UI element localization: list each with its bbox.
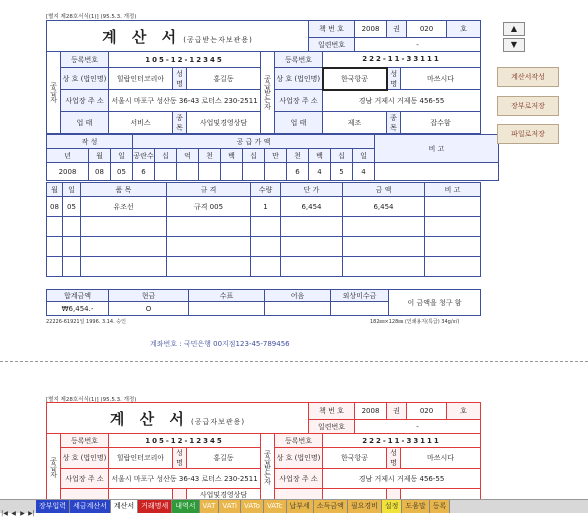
book-vol-label: 권 xyxy=(387,21,407,38)
book-vol-label-2: 권 xyxy=(387,403,407,420)
save-to-book-button[interactable]: 장부로저장 xyxy=(497,96,559,116)
invoice1-items-table xyxy=(46,182,481,277)
sheet-tab[interactable]: 소득금액 xyxy=(314,500,348,513)
credit-header: 외상미수금 xyxy=(331,290,389,302)
date-value[interactable]: 6 xyxy=(287,163,309,181)
check-header: 수표 xyxy=(189,290,265,302)
serial-label-2: 일련번호 xyxy=(309,420,355,434)
table-row xyxy=(47,237,481,257)
date-value[interactable] xyxy=(155,163,177,181)
supplier-name[interactable]: 홍길동 xyxy=(187,68,261,90)
table-row xyxy=(47,217,481,237)
supplier-address-label: 사업장 주 소 xyxy=(61,90,109,112)
save-to-file-button[interactable]: 파일로저장 xyxy=(497,124,559,144)
invoice1-totals xyxy=(46,289,481,316)
date-header: 일 xyxy=(353,149,375,163)
item-cell[interactable] xyxy=(167,237,251,257)
sheet-tab[interactable]: 납부세 xyxy=(287,500,314,513)
item-spec[interactable]: 규격 005 xyxy=(167,197,251,217)
invoice2-title-sub: (공급자보관용) xyxy=(191,417,246,426)
date-value[interactable]: 4 xyxy=(353,163,375,181)
item-cell[interactable] xyxy=(425,257,481,277)
sheet-tab[interactable]: VAT xyxy=(200,500,220,513)
buyer-name-label: 성 명 xyxy=(387,68,401,90)
item-price[interactable]: 6,454 xyxy=(281,197,343,217)
item-header-spec: 규 격 xyxy=(167,183,251,197)
item-cell[interactable] xyxy=(167,257,251,277)
invoice2-header xyxy=(46,402,481,434)
book-vol[interactable]: 020 xyxy=(407,21,447,38)
supplier-item-2[interactable]: 사업및경영상담 xyxy=(187,489,261,501)
date-value[interactable] xyxy=(199,163,221,181)
item-cell[interactable] xyxy=(281,237,343,257)
sheet-tab[interactable]: 거래명세 xyxy=(138,500,172,513)
check-value[interactable] xyxy=(189,302,265,316)
supplier-name-label-2: 성명 xyxy=(173,448,187,469)
supplier-reg-label: 등록번호 xyxy=(61,52,109,68)
supplier-name-label: 성 명 xyxy=(173,68,187,90)
sheet-tab[interactable]: 필요경비 xyxy=(348,500,382,513)
item-header-day: 일 xyxy=(63,183,81,197)
date-header: 년 xyxy=(47,149,89,163)
sheet-tab[interactable]: 계산서 xyxy=(111,500,138,513)
book-vol-2[interactable]: 020 xyxy=(407,403,447,420)
item-cell[interactable] xyxy=(63,257,81,277)
supplier-label-2: 공급자 xyxy=(47,434,61,501)
page-break-divider xyxy=(0,361,588,362)
item-cell[interactable] xyxy=(281,217,343,237)
total-value[interactable]: ₩6,454.- xyxy=(47,302,109,316)
buyer-address-label: 사업장 주 소 xyxy=(275,90,323,112)
item-cell[interactable] xyxy=(343,257,425,277)
buyer-name-label-2: 성명 xyxy=(387,448,401,469)
item-header-month: 월 xyxy=(47,183,63,197)
date-value[interactable]: 5 xyxy=(331,163,353,181)
date-value[interactable] xyxy=(221,163,243,181)
sheet-tab[interactable]: 장부입력 xyxy=(36,500,70,513)
invoice1-title-sub: (공급받는자보관용) xyxy=(183,35,253,44)
next-sheet-nav-icon[interactable]: ▶ xyxy=(20,510,25,517)
item-month[interactable]: 08 xyxy=(47,197,63,217)
supplier-reg-label-2: 등록번호 xyxy=(61,434,109,448)
buyer-company-label-2: 상 호 (법인명) xyxy=(275,448,323,469)
buyer-biztype[interactable]: 제조 xyxy=(323,112,387,134)
buyer-company[interactable]: 한국항공 xyxy=(323,68,387,90)
item-cell[interactable] xyxy=(81,217,167,237)
book-ho-label: 호 xyxy=(447,21,481,38)
remarks-value[interactable] xyxy=(375,163,499,181)
buyer-item[interactable]: 잡수함 xyxy=(401,112,481,134)
book-year-2[interactable]: 2008 xyxy=(355,403,387,420)
item-cell[interactable] xyxy=(343,237,425,257)
buyer-address[interactable]: 경남 거제시 거제동 456-55 xyxy=(323,90,481,112)
item-amount[interactable]: 6,454 xyxy=(343,197,425,217)
date-header: 백 xyxy=(309,149,331,163)
first-sheet-nav-icon[interactable]: |◀ xyxy=(1,510,8,517)
item-cell[interactable] xyxy=(63,237,81,257)
supplier-reg[interactable]: 105-12-12345 xyxy=(109,52,261,68)
buyer-label-2: 공급받는자 xyxy=(261,434,275,501)
date-value[interactable]: 6 xyxy=(133,163,155,181)
buyer-reg-label-2: 등록번호 xyxy=(275,434,323,448)
item-header-product: 품 목 xyxy=(81,183,167,197)
sheet-tab[interactable]: 등록 xyxy=(430,500,451,513)
date-header: 만 xyxy=(265,149,287,163)
serial-value-2[interactable]: - xyxy=(355,420,481,434)
supplier-item-label: 종 목 xyxy=(173,112,187,134)
item-header-qty: 수량 xyxy=(251,183,281,197)
invoice2-title-cell xyxy=(47,403,309,434)
buyer-name[interactable]: 마쓰시다 xyxy=(401,68,481,90)
item-cell[interactable] xyxy=(47,257,63,277)
date-value[interactable]: 2008 xyxy=(47,163,89,181)
item-cell[interactable] xyxy=(251,237,281,257)
date-header: 백 xyxy=(221,149,243,163)
invoice1-parties xyxy=(46,51,481,134)
buyer-reg-2[interactable]: 222-11-33111 xyxy=(323,434,481,448)
sheet-tab[interactable]: VATo xyxy=(241,500,264,513)
remarks-label: 비 고 xyxy=(375,135,499,163)
serial-label: 일련번호 xyxy=(309,38,355,52)
buyer-biztype-label: 업 태 xyxy=(275,112,323,134)
supplier-company-label-2: 상 호 (법인명) xyxy=(61,448,109,469)
date-value[interactable] xyxy=(243,163,265,181)
supplier-address-label-2: 사업장 주 소 xyxy=(61,469,109,489)
item-cell[interactable] xyxy=(425,217,481,237)
supplier-name-2[interactable]: 홍길동 xyxy=(187,448,261,469)
total-header: 합계금액 xyxy=(47,290,109,302)
form-caption-1: [별지 제28호서식(1)] (95.5.3. 개정) xyxy=(46,14,137,20)
item-note[interactable] xyxy=(425,197,481,217)
sheet-tab[interactable]: 도움말 xyxy=(402,500,429,513)
cash-header: 현금 xyxy=(109,290,189,302)
invoice1-title-cell xyxy=(47,21,309,52)
date-value[interactable]: 4 xyxy=(309,163,331,181)
items-header-row xyxy=(47,183,481,197)
item-cell[interactable] xyxy=(81,237,167,257)
supplier-biztype[interactable]: 서비스 xyxy=(109,112,173,134)
buyer-reg[interactable]: 222-11-33111 xyxy=(323,52,481,68)
supplier-address[interactable]: 서울시 마포구 성산동 36-43 로터스 230-2511 xyxy=(109,90,261,112)
credit-value[interactable] xyxy=(331,302,389,316)
create-invoice-button[interactable]: 계산서작성 xyxy=(497,67,559,87)
date-header: 십 xyxy=(331,149,353,163)
item-cell[interactable] xyxy=(47,217,63,237)
date-value[interactable]: 08 xyxy=(89,163,111,181)
invoice1-amount-grid xyxy=(46,134,499,181)
cash-value[interactable]: O xyxy=(109,302,189,316)
date-header: 일 xyxy=(111,149,133,163)
item-cell[interactable] xyxy=(425,237,481,257)
written-label: 작 성 xyxy=(47,135,133,149)
date-header: 십 xyxy=(243,149,265,163)
item-header-amount: 금 액 xyxy=(343,183,425,197)
book-no-label-2: 책 번 호 xyxy=(309,403,355,420)
sheet-tab[interactable]: VATi xyxy=(219,500,241,513)
date-value[interactable] xyxy=(177,163,199,181)
serial-value[interactable]: - xyxy=(355,38,481,52)
form-caption-2: [별지 제28호서식(1)] (95.5.3. 개정) xyxy=(46,397,137,403)
date-header: 월 xyxy=(89,149,111,163)
account-number: 계좌번호 : 국민은행 00지점123-45-789456 xyxy=(150,340,290,348)
buyer-address-2[interactable]: 경남 거제시 거제동 456-55 xyxy=(323,469,481,489)
table-row xyxy=(47,257,481,277)
supplier-company-2[interactable]: 힐랍인터코리아 xyxy=(109,448,173,469)
date-header: 천 xyxy=(287,149,309,163)
prev-sheet-nav-icon[interactable]: ◀ xyxy=(11,510,16,517)
note-value[interactable] xyxy=(265,302,331,316)
item-cell[interactable] xyxy=(343,217,425,237)
buyer-address-label-2: 사업장 주 소 xyxy=(275,469,323,489)
invoice2-parties xyxy=(46,433,481,501)
supplier-address-2[interactable]: 서울시 마포구 성산동 36-43 로터스 230-2511 xyxy=(109,469,261,489)
date-value[interactable]: 05 xyxy=(111,163,133,181)
supplier-company[interactable]: 힐랍인터코리아 xyxy=(109,68,173,90)
invoice2-title: 계 산 서 xyxy=(109,409,189,428)
scroll-down-button[interactable]: ▼ xyxy=(503,38,525,52)
sheet-tabs xyxy=(36,500,450,519)
invoice1-title: 계 산 서 xyxy=(102,27,182,46)
claim-text: 이 금액을 청구 함 xyxy=(389,290,481,316)
supplier-label: 공급자 xyxy=(47,52,61,134)
buyer-reg-label: 등록번호 xyxy=(275,52,323,68)
item-cell[interactable] xyxy=(251,257,281,277)
note-header: 어음 xyxy=(265,290,331,302)
item-cell[interactable] xyxy=(81,257,167,277)
item-cell[interactable] xyxy=(251,217,281,237)
footer-paper: 182㎜×128㎜ (인쇄용지(특급) 34g/㎡) xyxy=(370,319,460,325)
supplier-reg-2[interactable]: 105-12-12345 xyxy=(109,434,261,448)
sheet-tab[interactable]: VATc xyxy=(264,500,287,513)
item-cell[interactable] xyxy=(63,217,81,237)
date-header: 십 xyxy=(155,149,177,163)
buyer-item-label: 종 목 xyxy=(387,112,401,134)
sheet-tab[interactable]: 세금계산서 xyxy=(70,500,111,513)
sheet-tab-bar xyxy=(0,499,588,517)
book-ho-label-2: 호 xyxy=(447,403,481,420)
footer-approval: 22226-61921일 1996. 3.14. 승인 xyxy=(46,319,126,325)
date-header: 천 xyxy=(199,149,221,163)
sheet-tab[interactable]: 내역서 xyxy=(172,500,199,513)
supplier-item[interactable]: 사업및경영상담 xyxy=(187,112,261,134)
book-no-label: 책 번 호 xyxy=(309,21,355,38)
item-day[interactable]: 05 xyxy=(63,197,81,217)
book-year[interactable]: 2008 xyxy=(355,21,387,38)
supplier-biztype-label: 업 태 xyxy=(61,112,109,134)
item-header-price: 단 가 xyxy=(281,183,343,197)
item-product[interactable]: 유조선 xyxy=(81,197,167,217)
buyer-company-2[interactable]: 한국항공 xyxy=(323,448,387,469)
item-header-note: 비 고 xyxy=(425,183,481,197)
last-sheet-nav-icon[interactable]: ▶| xyxy=(28,510,35,517)
supply-amount-label: 공 급 가 액 xyxy=(133,135,375,149)
item-cell[interactable] xyxy=(47,237,63,257)
item-cell[interactable] xyxy=(167,217,251,237)
date-value-row xyxy=(47,163,499,181)
buyer-name-2[interactable]: 마쓰시다 xyxy=(401,448,481,469)
supplier-company-label: 상 호 (법인명) xyxy=(61,68,109,90)
buyer-company-label: 상 호 (법인명) xyxy=(275,68,323,90)
item-cell[interactable] xyxy=(281,257,343,277)
scroll-up-button[interactable]: ▲ xyxy=(503,22,525,36)
buyer-label: 공급받는자 xyxy=(261,52,275,134)
item-qty[interactable]: 1 xyxy=(251,197,281,217)
invoice1-header xyxy=(46,20,481,52)
table-row xyxy=(47,197,481,217)
date-header: 공란수 xyxy=(133,149,155,163)
date-value[interactable] xyxy=(265,163,287,181)
sheet-tab[interactable]: 설정 xyxy=(382,500,403,513)
date-header: 억 xyxy=(177,149,199,163)
